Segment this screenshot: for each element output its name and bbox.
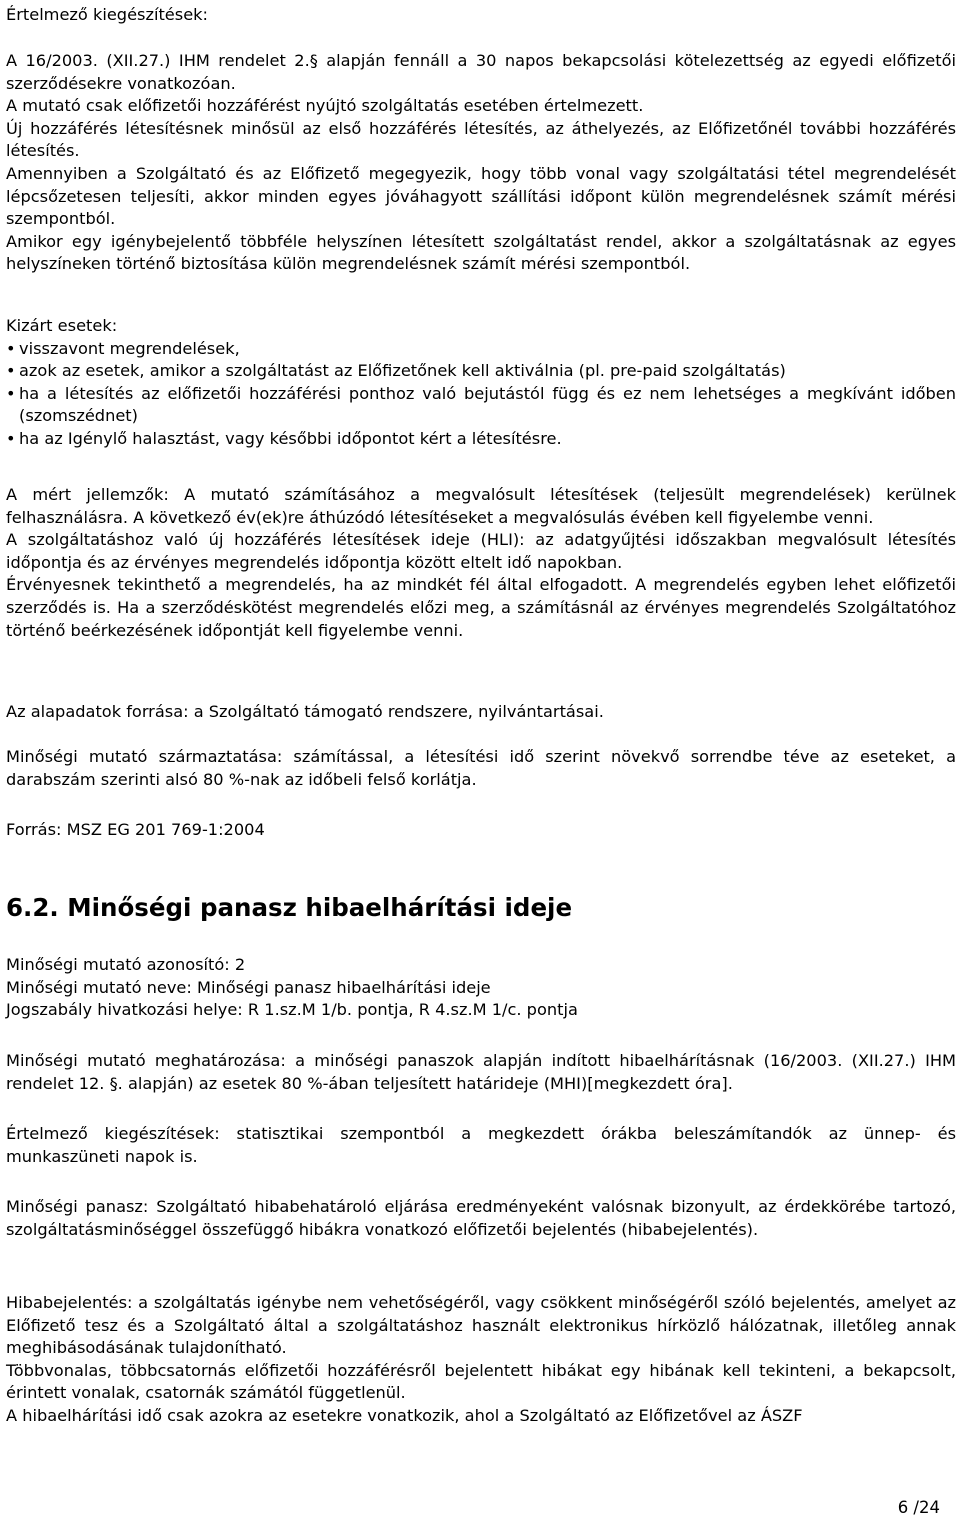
- list-item: • ha a létesítés az előfizetői hozzáférési ponthoz való bejutástól függ és ez nem lehetséges a megkívánt időben (szomszédnet): [6, 383, 956, 428]
- paragraph-repair-time: A hibaelhárítási idő csak azokra az esetekre vonatkozik, ahol a Szolgáltató az Előfizetővel az ÁSZF: [6, 1405, 803, 1425]
- indicator-id: Minőségi mutató azonosító: 2: [6, 955, 246, 974]
- indicator-definition: [6, 1050, 956, 1095]
- measured-characteristics: [6, 484, 956, 642]
- indicator-identification: [6, 954, 956, 1022]
- paragraph-legal-basis: A 16/2003. (XII.27.) IHM rendelet 2.§ alapján fennáll a 30 napos bekapcsolási kötelezettség az egyedi előfizetői szerződésekre vonatkozóan.: [6, 51, 956, 93]
- indicator-name: Minőségi mutató neve: Minőségi panasz hibaelhárítási ideje: [6, 977, 491, 997]
- excluded-heading: Kizárt esetek:: [6, 316, 118, 335]
- legal-reference: Jogszabály hivatkozási helye: R 1.sz.M 1/b. pontja, R 4.sz.M 1/c. pontja: [6, 1000, 578, 1020]
- fault-report: [6, 1292, 956, 1428]
- paragraph-explanatory: Értelmező kiegészítések: statisztikai szempontból a megkezdett órákba beleszámítandók az ünnep- és munkaszüneti napok is.: [6, 1124, 956, 1166]
- paragraph-reference: Forrás: MSZ EG 201 769-1:2004: [6, 820, 265, 839]
- paragraph-derivation: Minőségi mutató származtatása: számítással, a létesítési idő szerint növekvő sorrendbe téve az eseteket, a darabszám szerinti alsó 80 %-nak az időbeli felső korlátja.: [6, 747, 956, 789]
- list-item: • visszavont megrendelések,: [6, 338, 956, 361]
- paragraph-staged-orders: Amennyiben a Szolgáltató és az Előfizető megegyezik, hogy több vonal vagy szolgáltatási tétel megrendelését lépcsőzetesen teljesíti, akkor minden egyes jóváhagyott szállítási időpont külön megrendelésnek számít mérési szempontból.: [6, 163, 956, 229]
- page-number: 6 /24: [897, 1498, 940, 1517]
- paragraph-source: Az alapadatok forrása: a Szolgáltató támogató rendszere, nyilvántartásai.: [6, 702, 604, 721]
- list-item: • azok az esetek, amikor a szolgáltatást az Előfizetőnek kell aktiválnia (pl. pre-paid szolgáltatás): [6, 360, 956, 383]
- excluded-list: [6, 338, 956, 451]
- paragraph-multiline: Többvonalas, többcsatornás előfizetői hozzáférésről bejelentett hibákat egy hibának kell tekinteni, a bekapcsolt, érintett vonalak, csatornák számától függetlenül.: [6, 1360, 956, 1403]
- explanatory-body: [6, 50, 956, 276]
- paragraph-valid-order: Érvényesnek tekinthető a megrendelés, ha az mindkét fél által elfogadott. A megrendelés egyben lehet előfizetői szerződés is. Ha a szerződéskötést megrendelés előzi meg, a számításnál az érvényes megrendelés Szolgáltatóhoz történő beérkezésének időpontját kell figyelembe venni.: [6, 575, 956, 640]
- list-item: • ha az Igénylő halasztást, vagy későbbi időpontot kért a létesítésre.: [6, 428, 956, 451]
- explanatory-section: [6, 4, 956, 27]
- reference: [6, 819, 956, 842]
- quality-complaint: [6, 1196, 956, 1241]
- paragraph-multiple-sites: Amikor egy igénybejelentő többféle helyszínen létesített szolgáltatást rendel, akkor a szolgáltatásnak az egyes helyszíneken történő biztosítása külön megrendelésnek számít mérési szempontból.: [6, 231, 956, 274]
- indicator-explanatory: [6, 1123, 956, 1168]
- paragraph-scope: A mutató csak előfizetői hozzáférést nyújtó szolgáltatás esetében értelmezett.: [6, 96, 644, 116]
- paragraph-hli: A szolgáltatáshoz való új hozzáférés létesítések ideje (HLI): az adatgyűjtési időszakban megvalósult létesítés időpontja és az érvényes megrendelés időpontja között eltelt idő napokban.: [6, 530, 956, 572]
- section-6-2-header: [6, 893, 956, 923]
- paragraph-quality-complaint: Minőségi panasz: Szolgáltató hibabehatároló eljárása eredményeként valósnak bizonyult, az érdekkörébe tartozó, szolgáltatásminőséggel összefüggő hibákra vonatkozó előfizetői bejelentés (hibabejelentés).: [6, 1197, 956, 1239]
- section-heading: Értelmező kiegészítések:: [6, 5, 208, 24]
- derivation: [6, 746, 956, 791]
- excluded-cases: [6, 315, 956, 451]
- paragraph-definition: Minőségi mutató meghatározása: a minőségi panaszok alapján indított hibaelhárításnak (16/2003. (XII.27.) IHM rendelet 12. §. alapján) az esetek 80 %-ában teljesített határideje (MHI)[megkezdett óra].: [6, 1051, 956, 1093]
- paragraph-fault-report: Hibabejelentés: a szolgáltatás igénybe nem vehetőségéről, vagy csökkent minőségéről szóló bejelentés, amelyet az Előfizető tesz és a Szolgáltató által a szolgáltatáshoz használt elektronikus hírközlő hálózatnak, illetőleg annak meghibásodásának tulajdonítható.: [6, 1293, 956, 1358]
- section-title: 6.2. Minőségi panasz hibaelhárítási ideje: [6, 893, 573, 922]
- data-source: [6, 701, 956, 724]
- paragraph-new-access: Új hozzáférés létesítésnek minősül az első hozzáférés létesítés, az áthelyezés, az Előfizetőnél további hozzáférés létesítés.: [6, 118, 956, 161]
- paragraph-measured: A mért jellemzők: A mutató számításához a megvalósult létesítések (teljesült megrendelések) kerülnek felhasználásra. A következő év(ek)re áthúzódó létesítéseket a megvalósulás évében kell figyelembe venni.: [6, 485, 956, 527]
